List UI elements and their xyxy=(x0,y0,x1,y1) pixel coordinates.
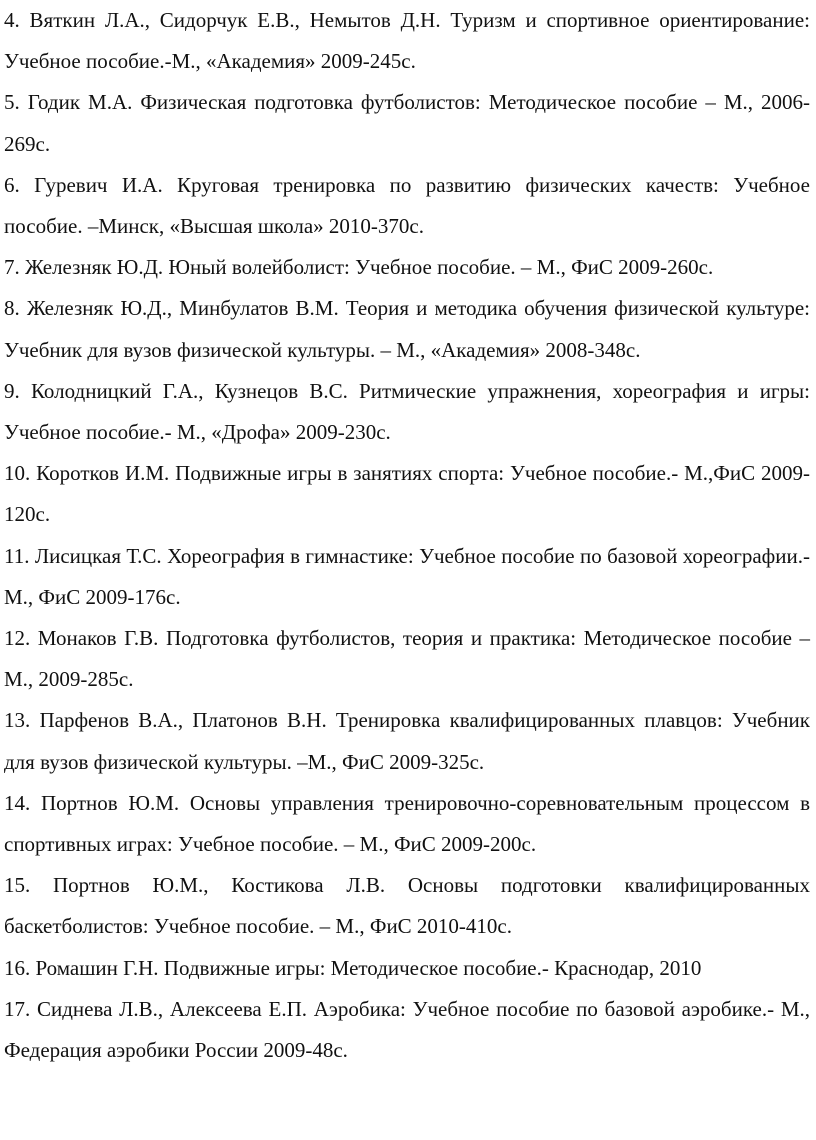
reference-item-13: 13. Парфенов В.А., Платонов В.Н. Тренировка квалифицированных плавцов: Учебник для вузов физической культуры. –М., ФиС 2009-325с. xyxy=(4,708,810,774)
reference-item-15: 15. Портнов Ю.М., Костикова Л.В. Основы подготовки квалифицированных баскетболистов: Учебное пособие. – М., ФиС 2010-410с. xyxy=(4,873,810,939)
reference-item-16: 16. Ромашин Г.Н. Подвижные игры: Методическое пособие.- Краснодар, 2010 xyxy=(4,955,702,980)
reference-item-9: 9. Колодницкий Г.А., Кузнецов В.С. Ритмические упражнения, хореография и игры: Учебное пособие.- М., «Дрофа» 2009-230с. xyxy=(4,378,810,445)
reference-item-5: 5. Годик М.А. Физическая подготовка футболистов: Методическое пособие – М., 2006-269с. xyxy=(4,90,810,156)
reference-item-14: 14. Портнов Ю.М. Основы управления тренировочно-соревновательным процессом в спортивных играх: Учебное пособие. – М., ФиС 2009-200с. xyxy=(4,790,810,857)
reference-item-17: 17. Сиднева Л.В., Алексеева Е.П. Аэробика: Учебное пособие по базовой аэробике.- М., Федерация аэробики России 2009-48с. xyxy=(4,996,810,1063)
reference-item-10: 10. Коротков И.М. Подвижные игры в занятиях спорта: Учебное пособие.- М.,ФиС 2009-120с. xyxy=(4,461,810,527)
reference-item-8: 8. Железняк Ю.Д., Минбулатов В.М. Теория и методика обучения физической культуре: Учебник для вузов физической культуры. – М., «Академия» 2008-348с. xyxy=(4,296,810,362)
reference-item-4: 4. Вяткин Л.А., Сидорчук Е.В., Немытов Д.Н. Туризм и спортивное ориентирование: Учебное пособие.-М., «Академия» 2009-245с. xyxy=(4,8,810,74)
reference-item-11: 11. Лисицкая Т.С. Хореография в гимнастике: Учебное пособие по базовой хореографии.- М., ФиС 2009-176с. xyxy=(4,543,810,609)
reference-list xyxy=(4,0,810,1071)
reference-item-7: 7. Железняк Ю.Д. Юный волейболист: Учебное пособие. – М., ФиС 2009-260с. xyxy=(4,255,714,280)
reference-item-12: 12. Монаков Г.В. Подготовка футболистов, теория и практика: Методическое пособие – М., 2009-285с. xyxy=(4,626,810,692)
reference-item-6: 6. Гуревич И.А. Круговая тренировка по развитию физических качеств: Учебное пособие. –Минск, «Высшая школа» 2010-370с. xyxy=(4,172,810,239)
